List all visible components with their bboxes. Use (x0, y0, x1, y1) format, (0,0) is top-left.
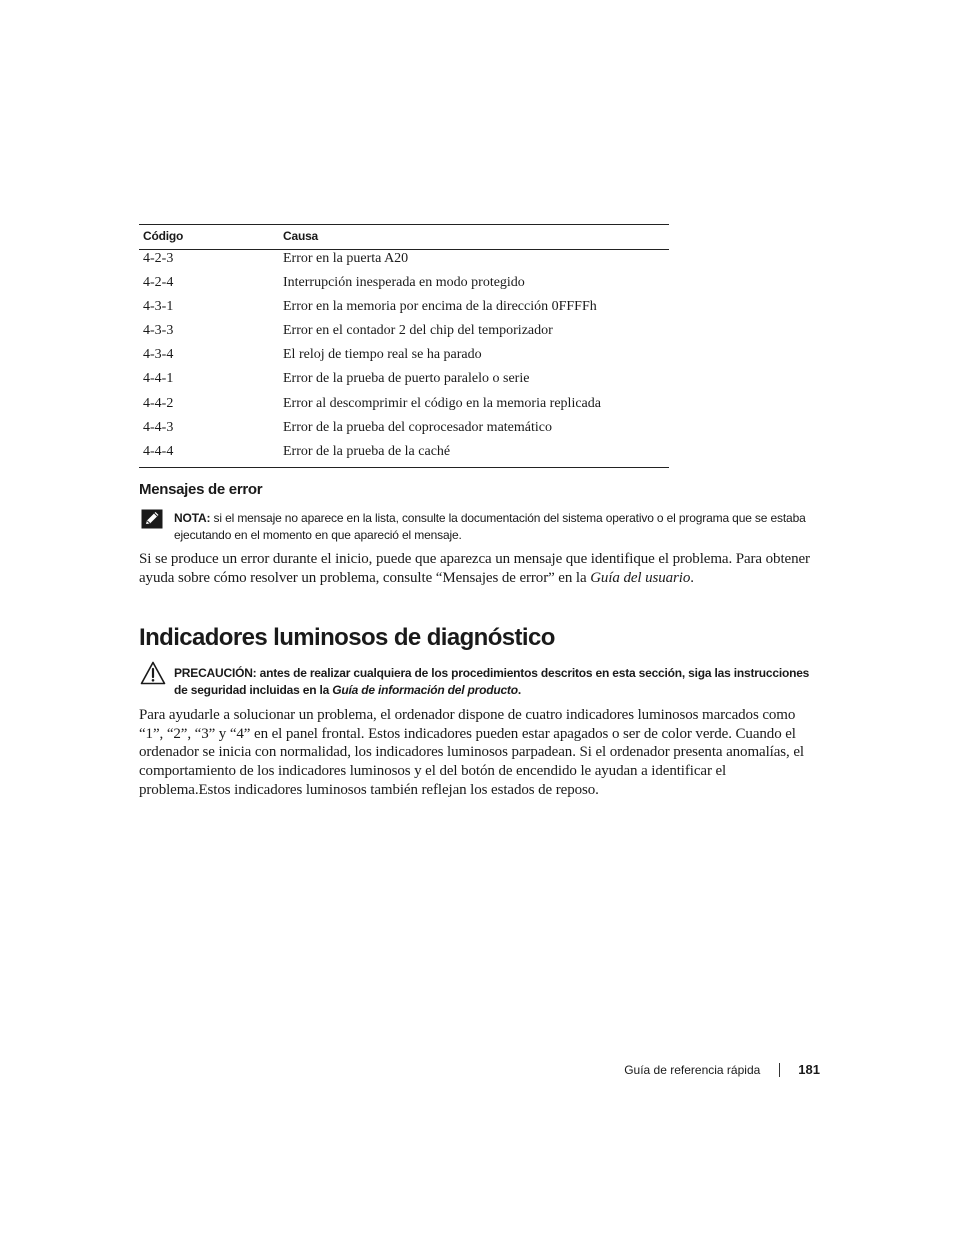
code-cell: 4-2-3 (143, 251, 174, 266)
error-code-table (139, 224, 669, 468)
code-cell: 4-3-1 (143, 299, 174, 315)
code-cell: 4-4-2 (143, 395, 174, 411)
cause-cell: Error de la prueba del coprocesador matemático (283, 419, 552, 435)
table-row (139, 322, 669, 346)
table-header (139, 225, 669, 250)
table-row (139, 395, 669, 419)
caution-body: antes de realizar cualquiera de los procedimientos descritos en esta sección, siga las instrucciones de seguridad incluidas en la (174, 666, 810, 697)
product-info-guide-reference: Guía de información del producto (332, 683, 518, 697)
table-row (139, 298, 669, 322)
table-row (139, 346, 669, 370)
table-row (139, 274, 669, 298)
code-cell: 4-2-4 (143, 275, 174, 291)
page-footer (624, 1062, 820, 1077)
caution-end: . (517, 683, 522, 697)
footer-title: Guía de referencia rápida (624, 1062, 761, 1077)
cause-cell: Interrupción inesperada en modo protegido (283, 275, 525, 291)
table-row (139, 250, 669, 274)
code-cell: 4-4-4 (143, 443, 174, 459)
cause-cell: Error de la prueba de puerto paralelo o serie (283, 371, 530, 387)
section-heading-diagnostic-lights: Indicadores luminosos de diagnóstico (139, 624, 555, 651)
cause-cell: Error en el contador 2 del chip del temporizador (283, 323, 553, 339)
pencil-note-icon (141, 509, 163, 529)
section-heading-error-messages: Mensajes de error (139, 481, 263, 498)
error-messages-paragraph (139, 550, 819, 587)
caution-label: PRECAUCIÓN: (174, 666, 257, 680)
code-cell: 4-4-3 (143, 419, 174, 435)
diagnostic-lights-paragraph: Para ayudarle a solucionar un problema, el ordenador dispone de cuatro indicadores luminosos marcados como “1”, “2”, “3” y “4” en el panel frontal. Estos indicadores pueden estar apagados o ser de color verde. Cuando el ordenador se inicia con normalidad, los indicadores luminosos parpadean. Si el ordenador presenta anomalías, el comportamiento de los indicadores luminosos y el del botón de encendido le ayudan a identificar el problema.Estos indicadores luminosos también reflejan los estados de reposo. (139, 707, 804, 798)
footer-separator (779, 1063, 780, 1077)
code-cell: 4-4-1 (143, 371, 174, 387)
user-guide-reference: Guía del usuario (590, 569, 691, 586)
table-row (139, 419, 669, 443)
paragraph-end: . (690, 569, 694, 586)
paragraph-text: Si se produce un error durante el inicio, puede que aparezca un mensaje que identifique el problema. Para obtener ayuda sobre cómo resolver un problema, consulte “Mensajes de error” en la (139, 551, 810, 586)
cause-cell: Error al descomprimir el código en la memoria replicada (283, 395, 601, 411)
page-number: 181 (798, 1062, 820, 1077)
note-text (174, 510, 814, 544)
note-label: NOTA: (174, 511, 211, 525)
column-header-cause: Causa (283, 229, 319, 243)
column-header-code: Código (143, 229, 184, 243)
warning-triangle-icon (140, 661, 166, 685)
caution-text (174, 665, 814, 699)
table-row (139, 370, 669, 394)
cause-cell: Error de la prueba de la caché (283, 443, 451, 459)
table-row (139, 443, 669, 467)
code-cell: 4-3-4 (143, 347, 174, 363)
cause-cell: Error en la puerta A20 (283, 251, 409, 266)
code-cell: 4-3-3 (143, 323, 174, 339)
cause-cell: El reloj de tiempo real se ha parado (283, 347, 482, 363)
note-body: si el mensaje no aparece en la lista, consulte la documentación del sistema operativo o el programa que se estaba ejecutando en el momento en que apareció el mensaje. (174, 511, 806, 542)
cause-cell: Error en la memoria por encima de la dirección 0FFFFh (283, 299, 597, 315)
